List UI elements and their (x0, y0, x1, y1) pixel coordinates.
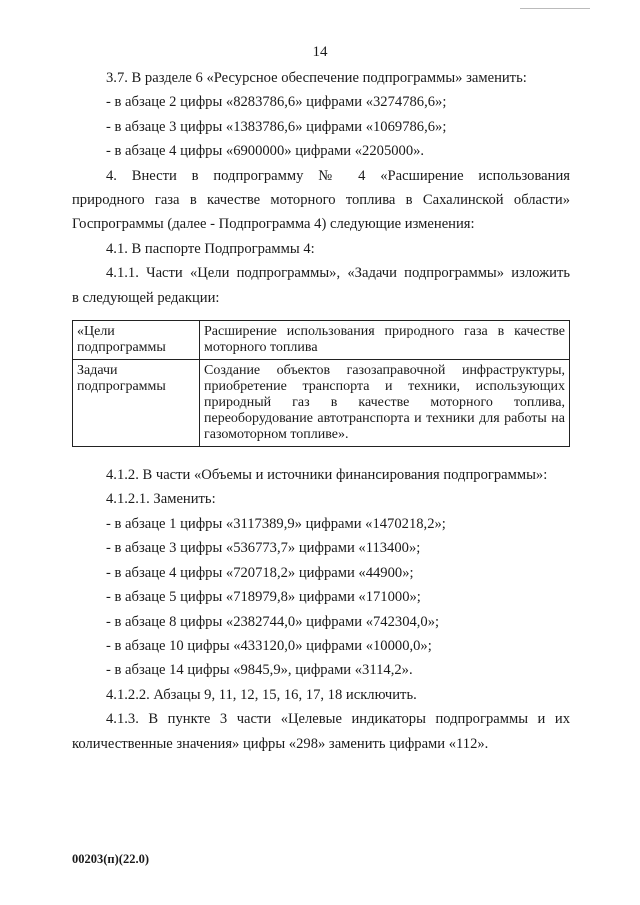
paragraph-line: количественные значения» цифры «298» заменить цифрами «112». (72, 735, 489, 752)
paragraph-line: природного газа в качестве моторного топлива в Сахалинской области» (72, 192, 570, 209)
scan-corner-mark (520, 8, 590, 12)
table-row-content: Расширение использования природного газа в качестве моторного топлива (200, 321, 570, 360)
paragraph-line: - в абзаце 8 цифры «2382744,0» цифрами «742304,0»; (106, 613, 440, 630)
paragraph-line: - в абзаце 2 цифры «8283786,6» цифрами «3274786,6»; (106, 94, 447, 111)
paragraph-line: 3.7. В разделе 6 «Ресурсное обеспечение подпрограммы» заменить: (106, 70, 527, 86)
paragraph-line: 4.1. В паспорте Подпрограммы 4: (106, 240, 315, 257)
paragraph-line: Госпрограммы (далее - Подпрограмма 4) следующие изменения: (72, 216, 475, 233)
paragraphs-after-table (72, 463, 570, 756)
paragraph-line: - в абзаце 3 цифры «536773,7» цифрами «113400»; (106, 540, 421, 557)
table-row (73, 321, 570, 360)
paragraph-line: 4.1.2.1. Заменить: (106, 491, 216, 508)
table-row (73, 360, 570, 447)
paragraphs-before-table (72, 66, 570, 310)
paragraph-line: 4.1.2.2. Абзацы 9, 11, 12, 15, 16, 17, 18 исключить. (106, 686, 417, 703)
page-number: 14 (312, 44, 328, 60)
table-row-content: Создание объектов газозаправочной инфраструктуры, приобретение транспорта и техники, использующих природный газ в качестве моторного топлива, переоборудование автотранспорта и техники для работы на газомоторном топливе». (200, 360, 570, 447)
paragraph-line: 4. Внести в подпрограмму № 4 «Расширение использования (106, 167, 570, 184)
paragraph-line: 4.1.1. Части «Цели подпрограммы», «Задачи подпрограммы» изложить (106, 265, 570, 282)
paragraph-line: 4.1.2. В части «Объемы и источники финансирования подпрограммы»: (106, 467, 548, 484)
paragraph-line: 4.1.3. В пункте 3 части «Целевые индикаторы подпрограммы и их (106, 711, 570, 728)
document-code: 00203(п)(22.0) (72, 852, 149, 866)
paragraph-line: - в абзаце 14 цифры «9845,9», цифрами «3114,2». (106, 662, 413, 679)
paragraph-line: - в абзаце 4 цифры «6900000» цифрами «2205000». (106, 143, 425, 160)
document-body (72, 66, 570, 756)
paragraph-line: - в абзаце 5 цифры «718979,8» цифрами «171000»; (106, 589, 421, 606)
paragraph-line: - в абзаце 3 цифры «1383786,6» цифрами «1069786,6»; (106, 118, 447, 135)
paragraph-line: - в абзаце 4 цифры «720718,2» цифрами «44900»; (106, 564, 414, 581)
paragraph-line: в следующей редакции: (72, 289, 220, 306)
table-row-label: Задачи подпрограммы (73, 360, 200, 447)
paragraph-line: - в абзаце 1 цифры «3117389,9» цифрами «1470218,2»; (106, 515, 446, 532)
table-row-label: «Цели подпрограммы (73, 321, 200, 360)
amendment-table (72, 320, 570, 447)
paragraph-line: - в абзаце 10 цифры «433120,0» цифрами «10000,0»; (106, 637, 432, 654)
